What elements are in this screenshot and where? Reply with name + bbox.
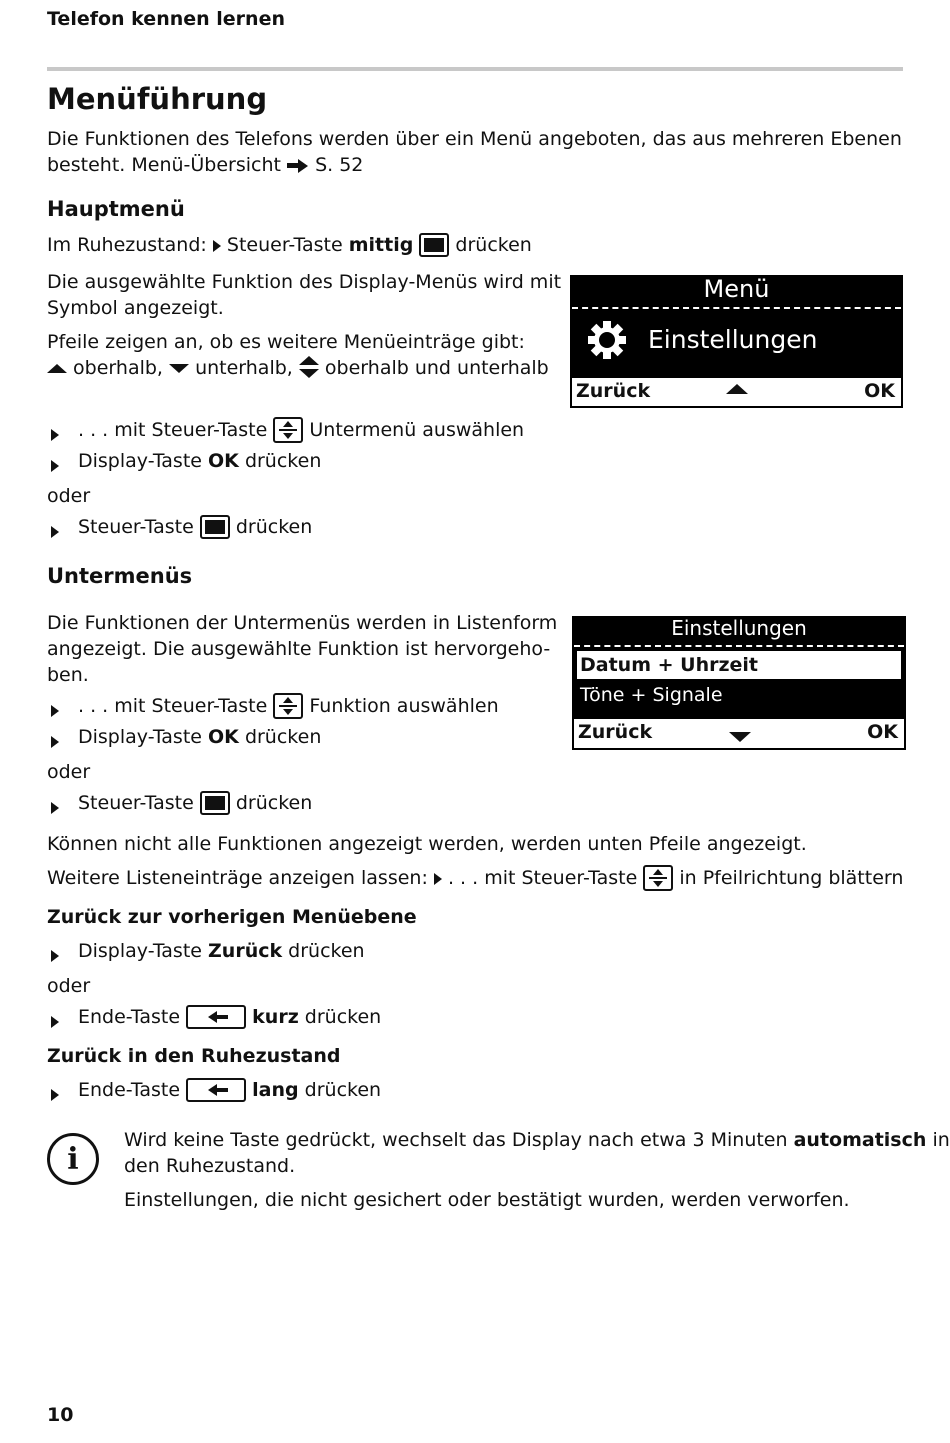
intro-line-2 — [47, 152, 363, 178]
bullet-icon — [434, 873, 442, 885]
back-step-2 — [78, 1004, 381, 1030]
untermenus-step-1 — [78, 693, 499, 719]
step-text: Untermenü auswählen — [309, 419, 525, 441]
arrow-up-icon — [47, 364, 67, 373]
display-softkey-bar — [572, 378, 901, 406]
control-key-center-icon — [200, 791, 230, 815]
hauptmenu-step-2 — [78, 448, 321, 474]
step-text: drücken — [235, 792, 313, 814]
softkey-ok: OK — [864, 380, 895, 402]
hauptmenu-desc2-line2 — [47, 355, 549, 381]
idle-step — [78, 1077, 381, 1103]
end-key-icon — [186, 1005, 246, 1029]
bullet-icon — [51, 520, 59, 542]
step-text: drücken — [304, 1006, 382, 1028]
bullet-icon — [51, 423, 59, 445]
info-icon: i — [47, 1133, 99, 1185]
step-text: . . . mit Steuer-Taste — [78, 695, 268, 717]
step-text: Ende-Taste — [78, 1006, 181, 1028]
step-text: . . . mit Steuer-Taste — [78, 419, 268, 441]
key-label: Steuer-Taste — [226, 234, 343, 256]
step-text: drücken — [304, 1079, 382, 1101]
idle-title: Zurück in den Ruhezustand — [47, 1045, 341, 1067]
display-softkey-bar — [574, 719, 904, 748]
step-bold: lang — [252, 1079, 299, 1101]
step-text: Funktion auswählen — [309, 695, 499, 717]
hauptmenu-step-3 — [78, 514, 312, 540]
section-title: Menüführung — [47, 82, 268, 116]
key-action-label: drücken — [455, 234, 532, 256]
hauptmenu-instruction — [47, 232, 532, 258]
step-bold: OK — [208, 726, 239, 748]
info-line-2: den Ruhezustand. — [124, 1155, 296, 1177]
step-text: Display-Taste — [78, 940, 202, 962]
more-line-1: Können nicht alle Funktionen angezeigt werden, werden unten Pfeile angezeigt. — [47, 833, 807, 855]
idle-label: Im Ruhezustand: — [47, 234, 207, 256]
display-divider — [574, 645, 904, 647]
untermenus-desc-line1: Die Funktionen der Untermenüs werden in Listenform — [47, 612, 558, 634]
info-text: Wird keine Taste gedrückt, wechselt das Display nach etwa 3 Minuten — [124, 1129, 788, 1151]
more-line-2 — [47, 865, 903, 891]
info-bold: automatisch — [793, 1129, 927, 1151]
intro-line-2-text: besteht. Menü-Übersicht — [47, 154, 281, 176]
info-line-1 — [124, 1127, 950, 1153]
bullet-icon — [51, 730, 59, 752]
bullet-icon — [51, 454, 59, 476]
untermenus-step-2 — [78, 724, 321, 750]
arrow-down-icon — [729, 732, 751, 742]
hauptmenu-step-1 — [78, 417, 524, 443]
arrow-up-icon — [726, 384, 748, 394]
step-text: Display-Taste — [78, 726, 202, 748]
softkey-back: Zurück — [578, 721, 653, 743]
bullet-icon — [51, 1010, 59, 1032]
header-rule — [47, 67, 903, 71]
oder-label: oder — [47, 485, 91, 507]
display-submenu — [572, 616, 906, 750]
softkey-ok: OK — [867, 721, 898, 743]
display-item-selected: Datum + Uhrzeit — [577, 651, 901, 679]
control-key-updown-icon — [643, 865, 673, 891]
display-title: Menü — [703, 275, 770, 303]
step-text: drücken — [244, 726, 322, 748]
hauptmenu-desc1-line2: Symbol angezeigt. — [47, 297, 224, 319]
step-text: Steuer-Taste — [78, 792, 194, 814]
end-key-icon — [186, 1078, 246, 1102]
oder-label: oder — [47, 761, 91, 783]
step-text: Ende-Taste — [78, 1079, 181, 1101]
hauptmenu-title: Hauptmenü — [47, 197, 185, 221]
step-text: Steuer-Taste — [78, 516, 194, 538]
arrow-right-icon — [287, 159, 309, 173]
step-text: in Pfeilrichtung blättern — [679, 867, 904, 889]
display-item: Einstellungen — [648, 325, 818, 354]
step-text: drücken — [244, 450, 322, 472]
step-text: drücken — [288, 940, 365, 962]
step-text: . . . mit Steuer-Taste — [447, 867, 638, 889]
display-divider — [572, 307, 901, 309]
bullet-icon — [51, 796, 59, 818]
running-header: Telefon kennen lernen — [47, 8, 285, 30]
key-bold-label: mittig — [348, 234, 414, 256]
arrow-up-down-icon — [299, 356, 319, 378]
step-bold: Zurück — [208, 940, 283, 962]
back-step-1 — [78, 938, 365, 964]
info-line-3: Einstellungen, die nicht gesichert oder bestätigt wurden, werden verworfen. — [124, 1189, 850, 1211]
bullet-icon — [51, 944, 59, 966]
step-bold: OK — [208, 450, 239, 472]
step-text: Display-Taste — [78, 450, 202, 472]
display-main-menu — [570, 275, 903, 408]
bullet-icon — [51, 1083, 59, 1105]
untermenus-desc-line2: angezeigt. Die ausgewählte Funktion ist hervorgeho- — [47, 638, 551, 660]
arrow-down-icon — [169, 364, 189, 373]
step-bold: kurz — [252, 1006, 299, 1028]
hauptmenu-desc1-line1: Die ausgewählte Funktion des Display-Menüs wird mit — [47, 271, 562, 293]
bullet-icon — [213, 240, 221, 252]
page-number: 10 — [47, 1404, 74, 1426]
display-item: Töne + Signale — [580, 684, 723, 706]
step-text: Weitere Listeneinträge anzeigen lassen: — [47, 867, 428, 889]
back-title: Zurück zur vorherigen Menüebene — [47, 906, 417, 928]
gear-icon — [586, 319, 628, 361]
info-text: in — [932, 1129, 950, 1151]
step-text: drücken — [235, 516, 313, 538]
control-key-updown-icon — [273, 693, 303, 719]
display-title: Einstellungen — [671, 616, 807, 640]
intro-line-1: Die Funktionen des Telefons werden über ein Menü angeboten, das aus mehreren Ebenen — [47, 128, 902, 150]
bullet-icon — [51, 699, 59, 721]
control-key-center-icon — [200, 515, 230, 539]
softkey-back: Zurück — [576, 380, 651, 402]
control-key-center-icon — [419, 233, 449, 257]
untermenus-desc-line3: ben. — [47, 664, 89, 686]
up-label: oberhalb, — [73, 357, 163, 379]
oder-label: oder — [47, 975, 91, 997]
page-reference: S. 52 — [315, 154, 364, 176]
control-key-updown-icon — [273, 417, 303, 443]
untermenus-title: Untermenüs — [47, 564, 193, 588]
down-label: unterhalb, — [195, 357, 293, 379]
untermenus-step-3 — [78, 790, 312, 816]
hauptmenu-desc2-line1: Pfeile zeigen an, ob es weitere Menüeinträge gibt: — [47, 331, 525, 353]
both-label: oberhalb und unterhalb — [324, 357, 549, 379]
